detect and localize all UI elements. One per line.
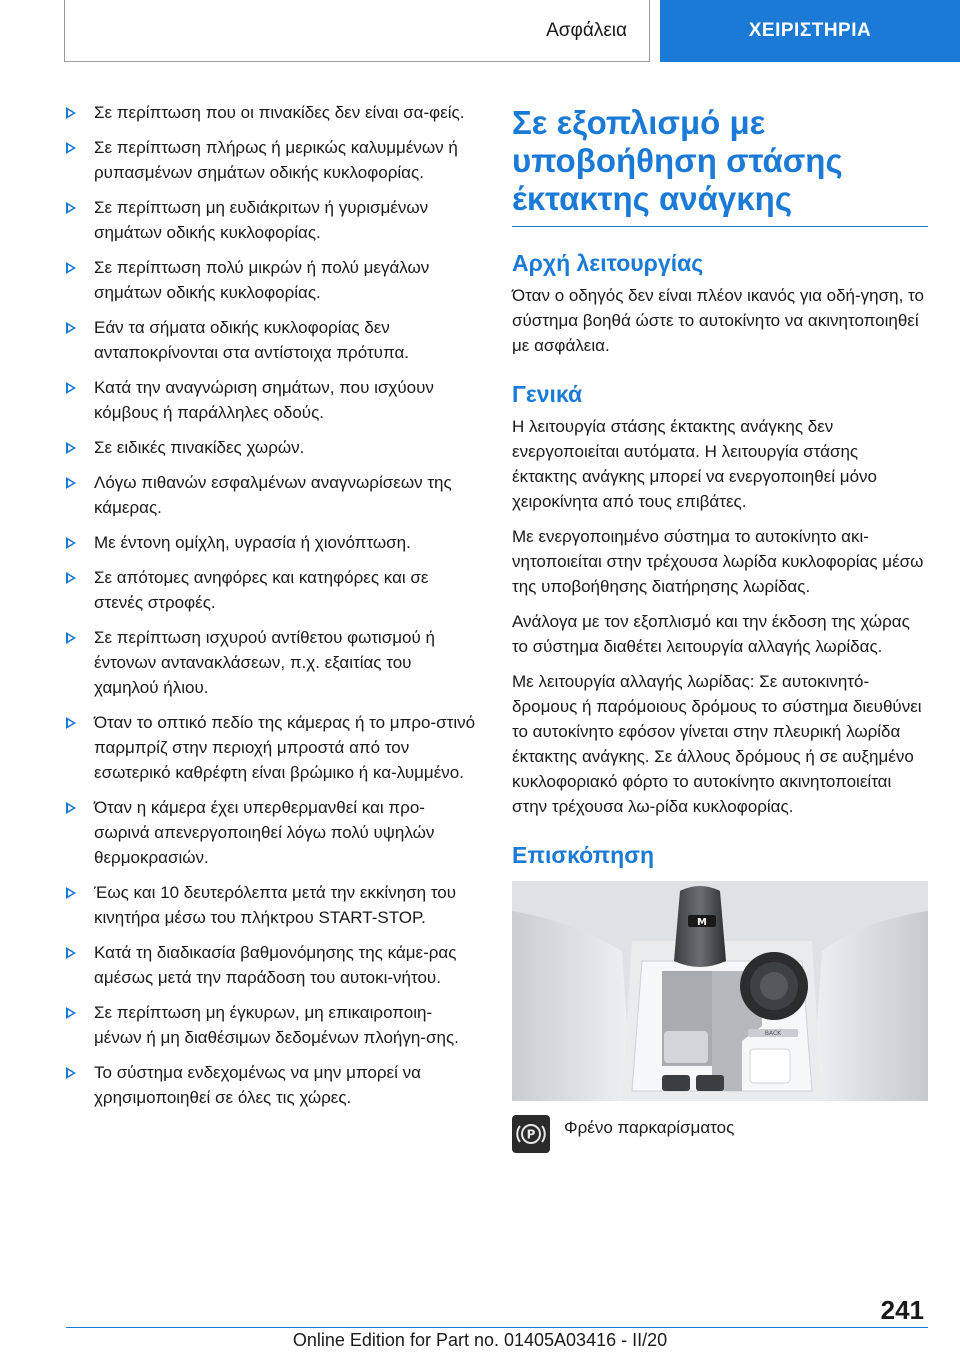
list-item: Σε απότομες ανηφόρες και κατηφόρες και σε στενές στροφές.	[66, 565, 478, 615]
list-item: Όταν το οπτικό πεδίο της κάμερας ή το μπρο-στινό παρμπρίζ στην περιοχή μπροστά από τον εσωτερικό καθρέφτη είναι βρώμικο ή κα-λυμμένο.	[66, 710, 478, 785]
list-item: Εάν τα σήματα οδικής κυκλοφορίας δεν ανταποκρίνονται στα αντίστοιχα πρότυπα.	[66, 315, 478, 365]
section-title: Σε εξοπλισμό με υποβοήθηση στάσης έκτακτης ανάγκης	[512, 104, 928, 227]
triangle-bullet-icon	[66, 477, 76, 489]
list-item: Όταν η κάμερα έχει υπερθερμανθεί και προ-σωρινά απενεργοποιηθεί λόγω πολύ υψηλών θερμοκρασιών.	[66, 795, 478, 870]
triangle-bullet-icon	[66, 1007, 76, 1019]
general-paragraph: Με ενεργοποιημένο σύστημα το αυτοκίνητο ακι-νητοποιείται στην τρέχουσα λωρίδα κυκλοφορίας μέσω της υποβοήθησης διατήρησης λωρίδας.	[512, 527, 924, 596]
triangle-bullet-icon	[66, 947, 76, 959]
header-chapter	[660, 0, 960, 62]
triangle-bullet-icon	[66, 382, 76, 394]
page-number: 241	[880, 1295, 924, 1325]
center-console-illustration	[512, 881, 928, 1101]
list-item: Σε περίπτωση μη έγκυρων, μη επικαιροποιη-μένων ή μη διαθέσιμων δεδομένων πλοήγη-σης.	[66, 1000, 478, 1050]
footer-divider	[66, 1327, 928, 1328]
center-console-photo	[512, 881, 928, 1101]
triangle-bullet-icon	[66, 322, 76, 334]
triangle-bullet-icon	[66, 202, 76, 214]
footer-text: Online Edition for Part no. 01405A03416 - II/20	[292, 1330, 668, 1350]
general-paragraph: Με λειτουργία αλλαγής λωρίδας: Σε αυτοκινητό-δρομους ή παρόμοιους δρόμους το σύστημα διευθύνει το αυτοκίνητο εφόσον γίνεται στην πλευρική λωρίδα έκτακτης ανάγκης. Σε άλλους δρόμους ή σε αυξημένο κυκλοφοριακό φόρτο το αυτοκίνητο ακινητοποιείται στην τρέχουσα λω-ρίδα κυκλοφορίας.	[512, 672, 922, 816]
list-item: Λόγω πιθανών εσφαλμένων αναγνωρίσεων της κάμερας.	[66, 470, 478, 520]
general-paragraph: Ανάλογα με τον εξοπλισμό και την έκδοση της χώρας το σύστημα διαθέτει λειτουργία αλλαγής λωρίδας.	[512, 612, 910, 656]
list-item: Το σύστημα ενδεχομένως να μην μπορεί να χρησιμοποιηθεί σε όλες τις χώρες.	[66, 1060, 478, 1110]
triangle-bullet-icon	[66, 1067, 76, 1079]
right-column	[512, 104, 928, 1153]
principle-text: Όταν ο οδηγός δεν είναι πλέον ικανός για οδή-γηση, το σύστημα βοηθά ώστε το αυτοκίνητο να ακινητοποιηθεί με ασφάλεια.	[512, 286, 924, 355]
back-label: BACK	[764, 1030, 782, 1037]
header-chapter-title: ΧΕΙΡΙΣΤΗΡΙΑ	[748, 20, 872, 41]
m-badge-text: M	[697, 917, 707, 928]
triangle-bullet-icon	[66, 142, 76, 154]
principle-heading: Αρχή λειτουργίας	[512, 250, 704, 276]
general-paragraph: Η λειτουργία στάσης έκτακτης ανάγκης δεν ενεργοποιείται αυτόματα. Η λειτουργία στάσης έκτακτης ανάγκης μπορεί να ενεργοποιηθεί μόνο χειροκίνητα από τους επιβάτες.	[512, 417, 877, 511]
triangle-bullet-icon	[66, 802, 76, 814]
list-item: Σε περίπτωση που οι πινακίδες δεν είναι σα-φείς.	[66, 100, 478, 125]
general-heading: Γενικά	[512, 381, 583, 407]
list-item: Κατά την αναγνώριση σημάτων, που ισχύουν κόμβους ή παράλληλες οδούς.	[66, 375, 478, 425]
list-item: Με έντονη ομίχλη, υγρασία ή χιονόπτωση.	[66, 530, 478, 555]
bullet-list	[66, 100, 478, 1120]
caption-row	[512, 1115, 928, 1153]
triangle-bullet-icon	[66, 887, 76, 899]
triangle-bullet-icon	[66, 262, 76, 274]
list-item: Κατά τη διαδικασία βαθμονόμησης της κάμε-ρας αμέσως μετά την παράδοση του αυτοκι-νήτου.	[66, 940, 478, 990]
list-item: Σε ειδικές πινακίδες χωρών.	[66, 435, 478, 460]
triangle-bullet-icon	[66, 632, 76, 644]
list-item: Σε περίπτωση πλήρως ή μερικώς καλυμμένων ή ρυπασμένων σημάτων οδικής κυκλοφορίας.	[66, 135, 478, 185]
caption-text: Φρένο παρκαρίσματος	[564, 1117, 735, 1137]
list-item: Έως και 10 δευτερόλεπτα μετά την εκκίνηση του κινητήρα μέσω του πλήκτρου START-STOP.	[66, 880, 478, 930]
triangle-bullet-icon	[66, 442, 76, 454]
list-item: Σε περίπτωση πολύ μικρών ή πολύ μεγάλων σημάτων οδικής κυκλοφορίας.	[66, 255, 478, 305]
list-item: Σε περίπτωση μη ευδιάκριτων ή γυρισμένων σημάτων οδικής κυκλοφορίας.	[66, 195, 478, 245]
triangle-bullet-icon	[66, 572, 76, 584]
parking-brake-icon	[512, 1115, 550, 1153]
header-section-title: Ασφάλεια	[546, 19, 627, 41]
parking-brake-letter: P	[526, 1127, 536, 1142]
triangle-bullet-icon	[66, 107, 76, 119]
list-item: Σε περίπτωση ισχυρού αντίθετου φωτισμού ή έντονων αντανακλάσεων, π.χ. εξαιτίας του χαμηλού ήλιου.	[66, 625, 478, 700]
overview-heading: Επισκόπηση	[512, 842, 654, 868]
triangle-bullet-icon	[66, 717, 76, 729]
header-section	[64, 0, 650, 62]
triangle-bullet-icon	[66, 537, 76, 549]
